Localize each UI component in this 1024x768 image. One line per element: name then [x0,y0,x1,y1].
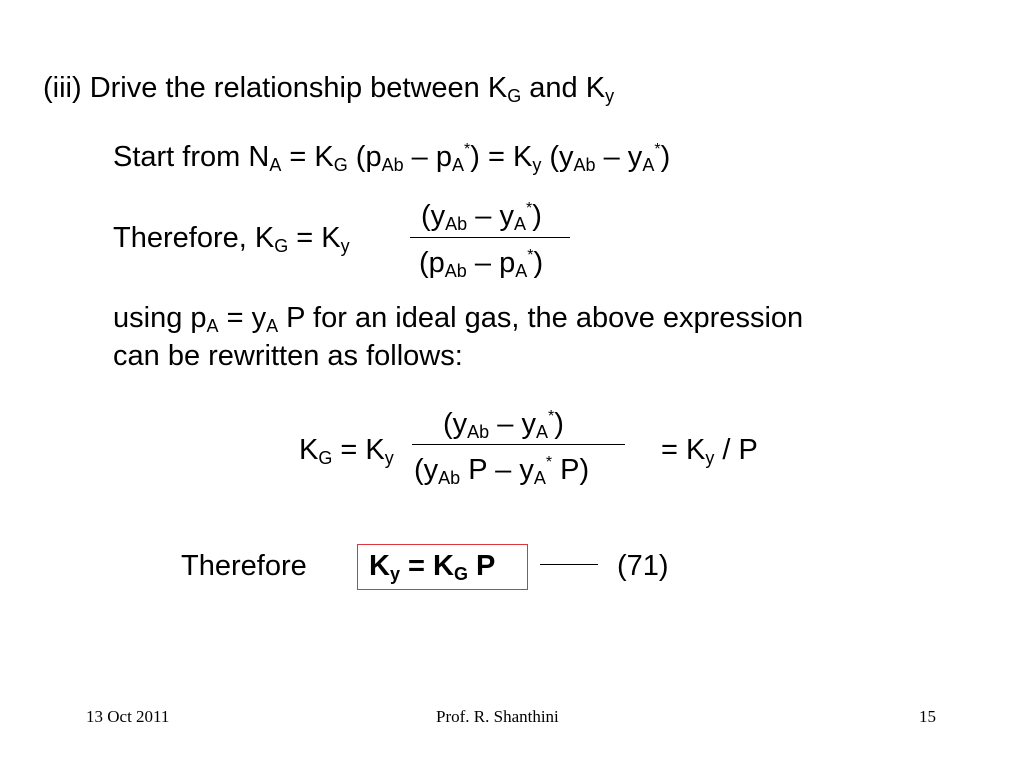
eq-text: K [299,434,319,466]
eq-sup: * [654,141,661,158]
eq-text: ) = K [470,141,533,173]
eq-text: – p [403,141,452,173]
footer-page-number: 15 [919,707,936,726]
eq-sub: G [318,448,333,468]
eq-text: – y [489,408,536,440]
equation-number-leader [540,564,598,565]
fraction-numerator [421,198,542,234]
eq-sub: A [269,155,282,175]
therefore-lhs [113,220,350,256]
eq-sub: Ab [445,214,468,234]
eq-sub: A [206,316,219,336]
eq-sub: A [515,261,528,281]
start-from-equation [113,139,670,175]
fraction-denominator [419,245,543,281]
eq-sup: * [525,200,533,217]
eq-text: = K [399,550,454,582]
eq-text: (p [347,141,382,173]
eq2-numerator [443,406,564,442]
eq-text: can be rewritten as follows: [113,340,463,372]
eq-sub: A [535,422,548,442]
eq-text: = K [661,434,706,466]
eq-text: (y [414,454,439,486]
eq-sup: * [527,247,534,264]
eq-sub: y [384,448,394,468]
footer-date: 13 Oct 2011 [86,707,170,726]
ideal-gas-text-line2 [113,338,463,374]
final-result-equation [369,548,495,584]
eq-text: – y [467,200,514,232]
eq-text: – y [595,141,643,173]
eq-sub: A [513,214,526,234]
eq-text: P) [552,454,590,486]
eq-text: = K [288,222,341,254]
eq-sub: Ab [438,468,461,488]
slide-heading [43,70,614,106]
footer-author: Prof. R. Shanthini [436,707,559,726]
fraction-bar [410,237,570,238]
eq-sub: y [340,236,350,256]
eq-text: – p [466,247,516,279]
eq-text: using p [113,302,207,334]
eq-sup: * [547,408,555,425]
eq-sub: G [453,564,468,584]
eq-text: (71) [617,550,669,582]
heading-text: (iii) Drive the relationship between K [43,72,508,104]
equation-number [617,548,669,584]
eq-sub: G [333,155,348,175]
eq-text: ) [533,247,544,279]
eq-sub: Ab [467,422,490,442]
eq-text: ) [660,141,671,173]
eq-text: = K [281,141,334,173]
eq-text: (p [419,247,445,279]
eq-sub: A [266,316,279,336]
eq2-denominator [414,452,589,488]
eq-sup: * [464,141,471,158]
eq-text: Therefore, K [113,222,275,254]
eq-sub: Ab [573,155,596,175]
eq-text: P for an ideal gas, the above expression [278,302,804,334]
heading-sub-g: G [507,86,522,106]
eq-text: P – y [460,454,534,486]
eq-sub: y [389,564,400,584]
eq-sub: Ab [444,261,467,281]
eq2-lhs [299,432,394,468]
eq-text: (y [443,408,468,440]
eq-text: ) [532,200,542,232]
eq2-fraction-bar [412,444,625,445]
final-therefore-label [181,548,307,584]
eq-text: (y [421,200,446,232]
eq-sub: y [705,448,715,468]
eq-text: Therefore [181,550,307,582]
eq-text: = K [332,434,385,466]
eq-text: (y [541,141,574,173]
heading-text-and: and K [521,72,606,104]
eq-text: K [369,550,390,582]
eq-sub: A [533,468,546,488]
eq-sub: y [532,155,542,175]
eq-sub: G [274,236,289,256]
eq-sup: * [545,454,553,471]
eq-sub: A [452,155,465,175]
ideal-gas-text-line1 [113,300,803,336]
heading-sub-y: y [605,86,615,106]
eq-text: P [467,550,496,582]
eq-sub: Ab [381,155,404,175]
eq-text: Start from N [113,141,270,173]
eq-text: = y [218,302,267,334]
eq2-rhs [661,432,758,468]
eq-text: ) [554,408,564,440]
eq-text: / P [714,434,758,466]
eq-sub: A [642,155,655,175]
